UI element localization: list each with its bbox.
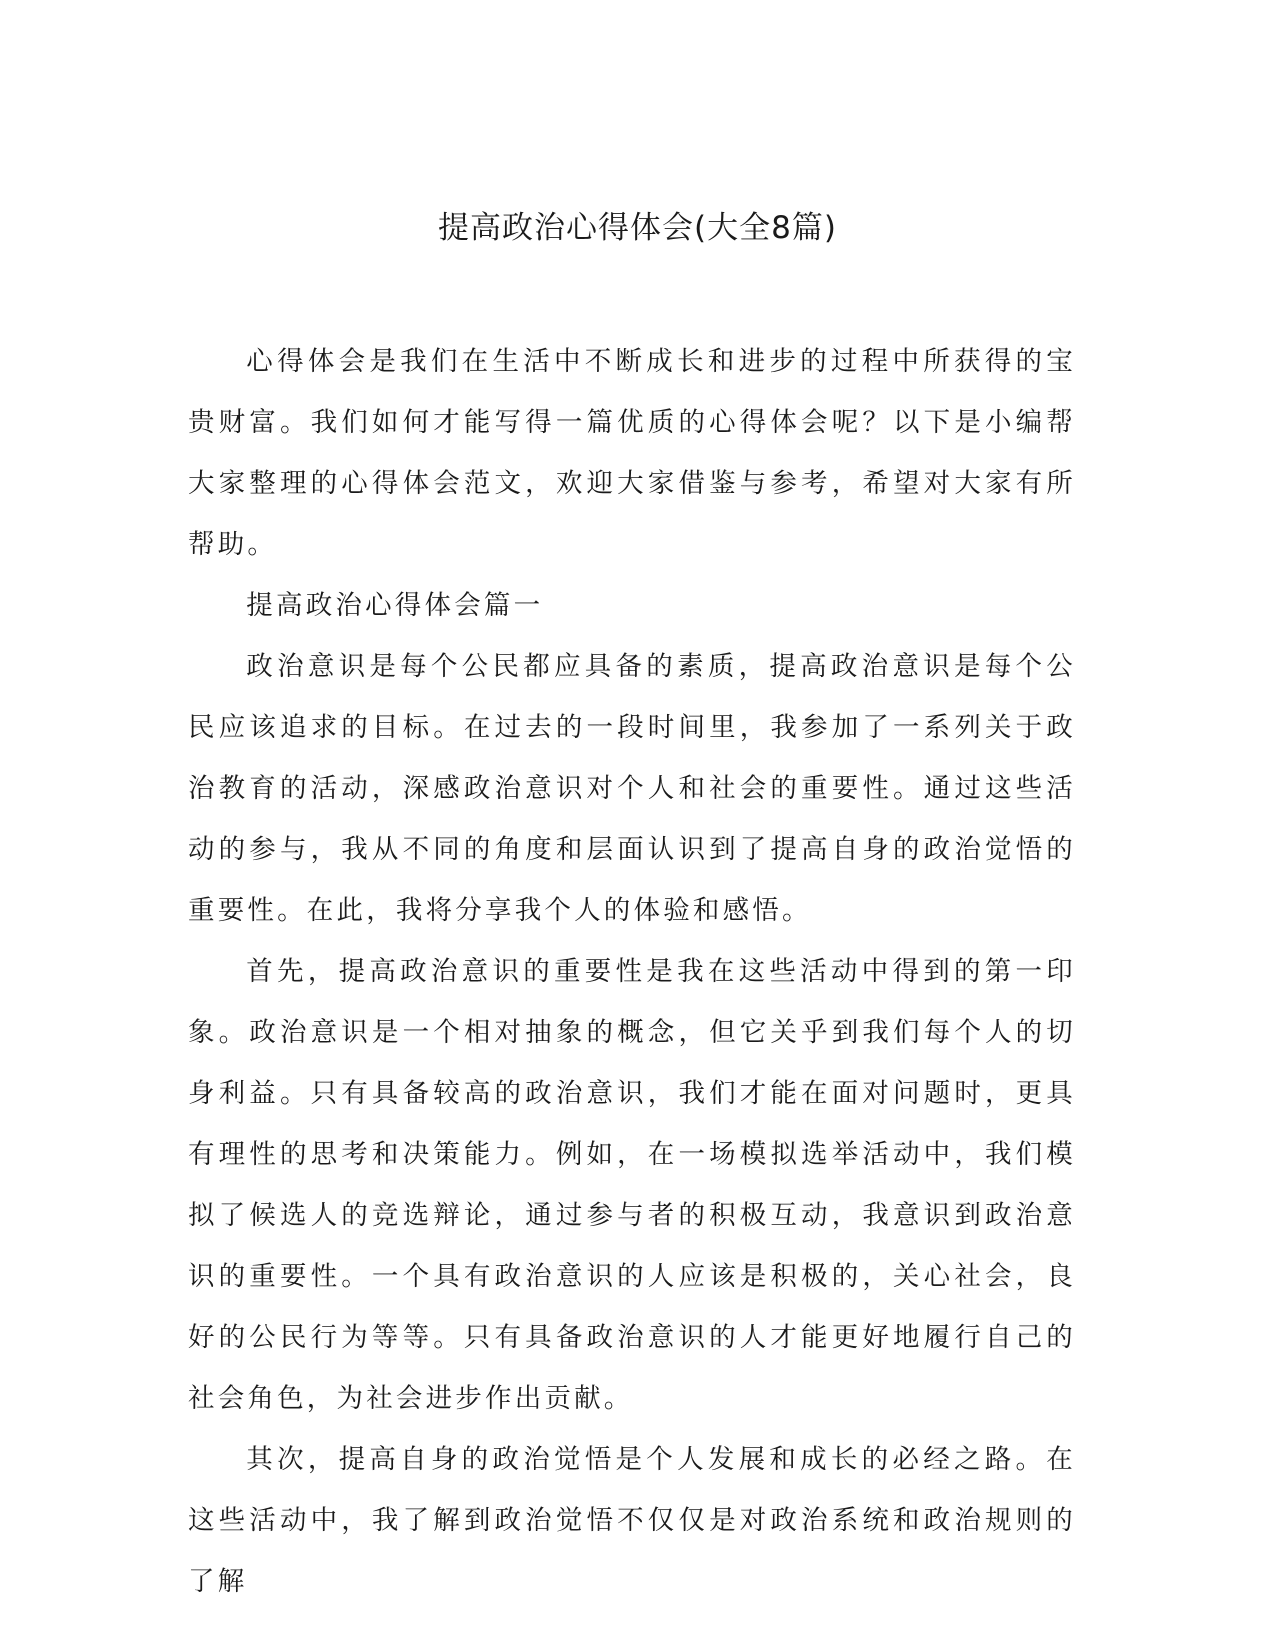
- section-heading: 提高政治心得体会篇一: [246, 590, 544, 621]
- body-paragraph: 首先，提高政治意识的重要性是我在这些活动中得到的第一印象。政治意识是一个相对抽象的概念，但它关乎到我们每个人的切身利益。只有具备较高的政治意识，我们才能在面对问题时，更具有理性的思考和决策能力。例如，在一场模拟选举活动中，我们模拟了候选人的竞选辩论，通过参与者的积极互动，我意识到政治意识的重要性。一个具有政治意识的人应该是积极的，关心社会，良好的公民行为等等。只有具备政治意识的人才能更好地履行自己的社会角色，为社会进步作出贡献。: [188, 956, 1076, 1414]
- document-body: [188, 331, 1076, 1612]
- intro-paragraph: 心得体会是我们在生活中不断成长和进步的过程中所获得的宝贵财富。我们如何才能写得一篇优质的心得体会呢？以下是小编帮大家整理的心得体会范文，欢迎大家借鉴与参考，希望对大家有所帮助。: [188, 346, 1076, 560]
- document-title: 提高政治心得体会(大全8篇): [438, 210, 837, 246]
- body-paragraph: 政治意识是每个公民都应具备的素质，提高政治意识是每个公民应该追求的目标。在过去的一段时间里，我参加了一系列关于政治教育的活动，深感政治意识对个人和社会的重要性。通过这些活动的参与，我从不同的角度和层面认识到了提高自身的政治觉悟的重要性。在此，我将分享我个人的体验和感悟。: [188, 651, 1076, 926]
- body-paragraph: 其次，提高自身的政治觉悟是个人发展和成长的必经之路。在这些活动中，我了解到政治觉悟不仅仅是对政治系统和政治规则的了解: [188, 1444, 1076, 1597]
